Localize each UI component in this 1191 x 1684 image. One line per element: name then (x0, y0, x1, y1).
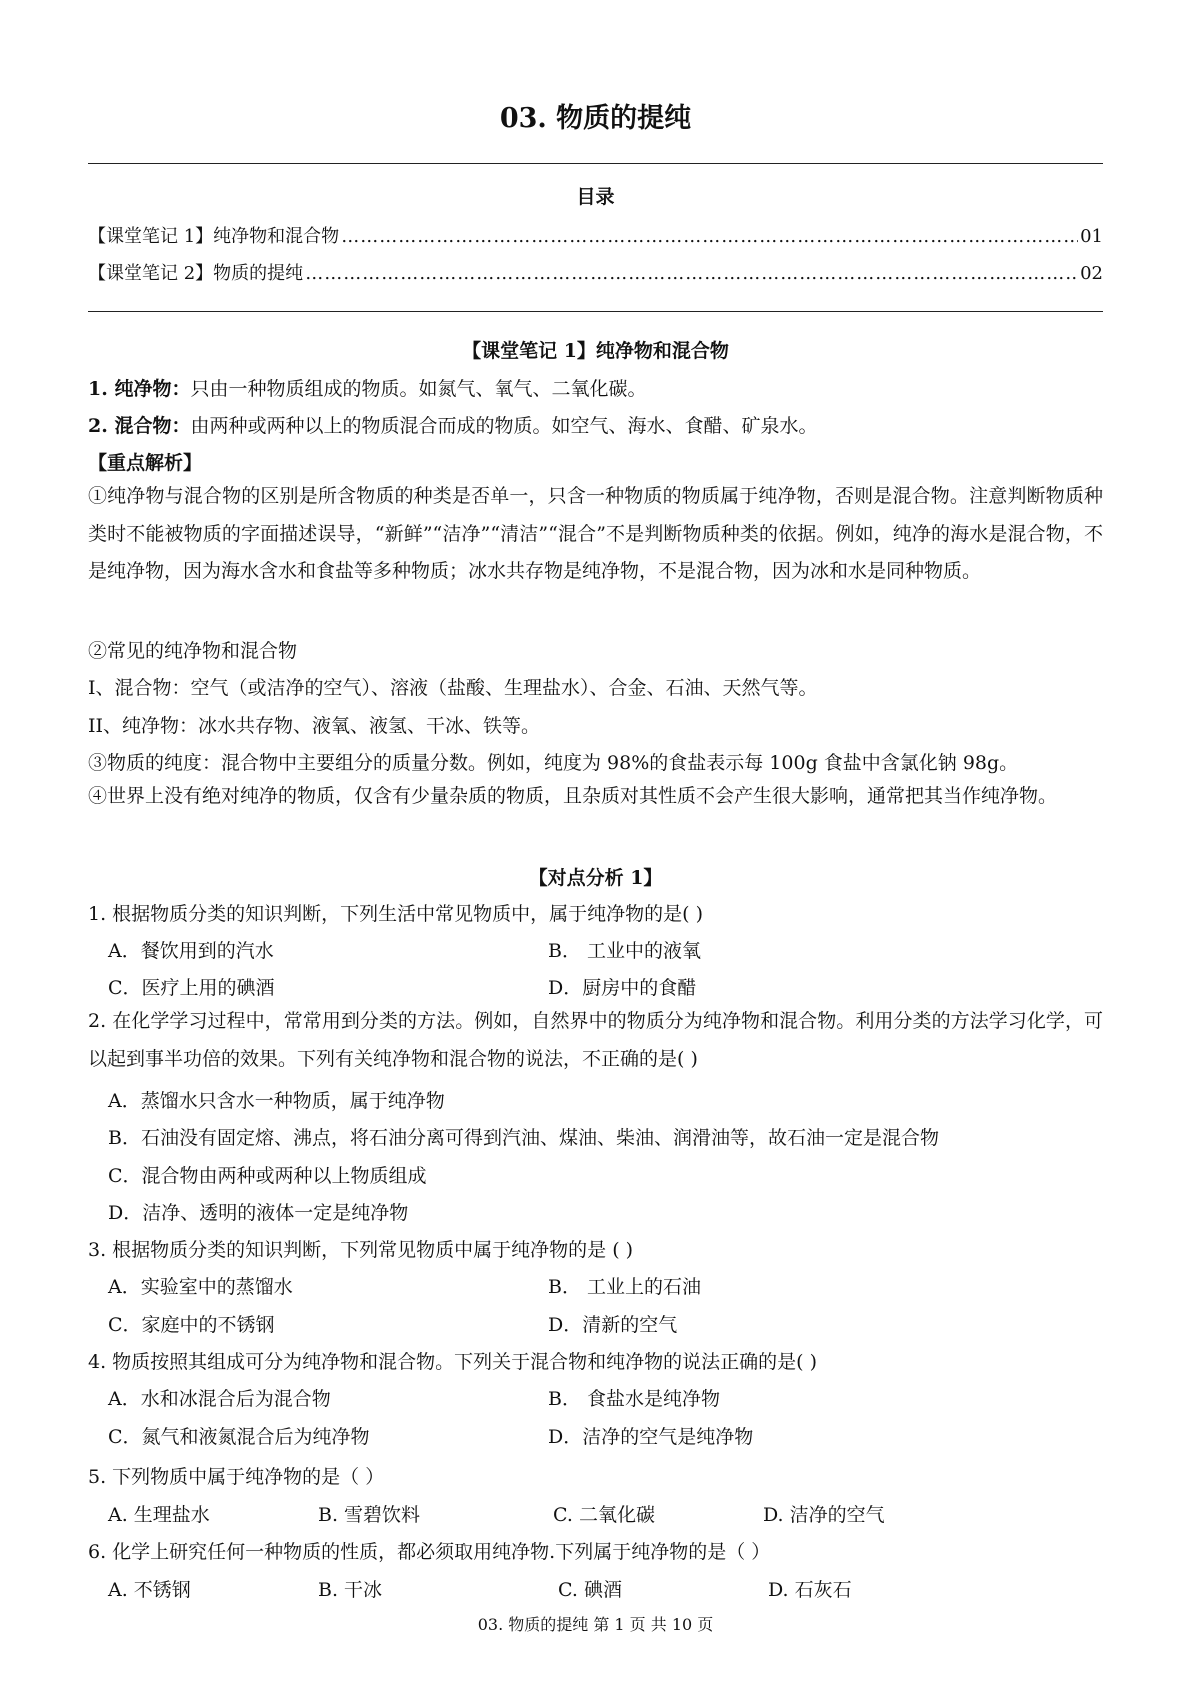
question-5-options (108, 1500, 1103, 1527)
analysis-paragraph-1: ①纯净物与混合物的区别是所含物质的种类是否单一，只含一种物质的物质属于纯净物，否则是混合物。注意判断物质种类时不能被物质的字面描述误导，“新鲜”“洁净”“清洁”“混合”不是判断物质种类的依据。例如，纯净的海水是混合物，不是纯净物，因为海水含水和食盐等多种物质；冰水共存物是纯净物，不是混合物，因为冰和水是同种物质。 (88, 485, 1103, 582)
toc-item-label: 【课堂笔记 2】物质的提纯 (88, 263, 304, 284)
toc-item-label: 【课堂笔记 1】纯净物和混合物 (88, 226, 340, 247)
option-d[interactable]: D. 石灰石 (768, 1579, 852, 1601)
definition-pure (88, 374, 1103, 401)
analysis-paragraph-3: I、混合物：空气（或洁净的空气）、溶液（盐酸、生理盐水）、合金、石油、天然气等。 (88, 677, 818, 699)
document-title: 03. 物质的提纯 (499, 103, 692, 134)
definition-term: 2. 混合物： (88, 415, 191, 437)
option-a[interactable]: A. 生理盐水 (108, 1504, 210, 1526)
option-a[interactable]: A．实验室中的蒸馏水 (108, 1276, 293, 1298)
option-a[interactable]: A．餐饮用到的汽水 (108, 940, 274, 962)
option-b[interactable]: B. 干冰 (318, 1579, 383, 1601)
option-d[interactable]: D．洁净、透明的液体一定是纯净物 (108, 1202, 409, 1224)
question-1-options-row-2 (108, 973, 1103, 1000)
analysis-paragraph-4: II、纯净物：冰水共存物、液氧、液氢、干冰、铁等。 (88, 715, 541, 737)
question-1-options-row-1 (108, 936, 1103, 963)
toc-item-2[interactable] (88, 259, 1103, 285)
question-2-option-b (108, 1123, 1103, 1150)
option-b[interactable]: B． 工业中的液氧 (548, 940, 702, 962)
option-c[interactable]: C．混合物由两种或两种以上物质组成 (108, 1165, 427, 1187)
toc-item-1[interactable] (88, 222, 1103, 248)
question-2-option-a (108, 1086, 1103, 1113)
option-b[interactable]: B．石油没有固定熔、沸点，将石油分离可得到汽油、煤油、柴油、润滑油等，故石油一定是混合物 (108, 1127, 939, 1149)
question-6-options (108, 1575, 1103, 1602)
option-a[interactable]: A. 不锈钢 (108, 1579, 191, 1601)
question-6-stem: 6. 化学上研究任何一种物质的性质，都必须取用纯净物.下列属于纯净物的是（ ） (88, 1541, 771, 1563)
analysis-paragraph-5: ③物质的纯度：混合物中主要组分的质量分数。例如，纯度为 98%的食盐表示每 100g 食盐中含氯化钠 98g。 (88, 752, 1019, 774)
question-3-stem: 3. 根据物质分类的知识判断，下列常见物质中属于纯净物的是 ( ) (88, 1239, 634, 1261)
divider (88, 163, 1103, 164)
toc-leader (305, 263, 1078, 284)
question-2-option-d (108, 1198, 1103, 1225)
option-c[interactable]: C. 二氧化碳 (553, 1504, 655, 1526)
question-4-options-row-2 (108, 1422, 1103, 1449)
option-c[interactable]: C. 碘酒 (558, 1579, 622, 1601)
question-3-options-row-2 (108, 1310, 1103, 1337)
toc-heading: 目录 (576, 186, 615, 208)
option-d[interactable]: D．厨房中的食醋 (548, 977, 697, 999)
analysis-paragraph-2: ②常见的纯净物和混合物 (88, 640, 298, 662)
question-1-stem: 1. 根据物质分类的知识判断，下列生活中常见物质中，属于纯净物的是( ) (88, 903, 704, 925)
analysis-paragraph-6: ④世界上没有绝对纯净的物质，仅含有少量杂质的物质，且杂质对其性质不会产生很大影响，通常把其当作纯净物。 (88, 785, 1058, 807)
question-3-options-row-1 (108, 1272, 1103, 1299)
question-4-stem: 4. 物质按照其组成可分为纯净物和混合物。下列关于混合物和纯净物的说法正确的是( ) (88, 1351, 818, 1373)
section-heading: 【课堂笔记 1】纯净物和混合物 (462, 340, 729, 362)
question-2-option-c (108, 1161, 1103, 1188)
divider (88, 311, 1103, 312)
option-d[interactable]: D．洁净的空气是纯净物 (548, 1426, 754, 1448)
definition-text: 由两种或两种以上的物质混合而成的物质。如空气、海水、食醋、矿泉水。 (190, 415, 818, 437)
question-2-stem: 2. 在化学学习过程中，常常用到分类的方法。例如，自然界中的物质分为纯净物和混合物。利用分类的方法学习化学，可以起到事半功倍的效果。下列有关纯净物和混合物的说法，不正确的是( ) (88, 1010, 1103, 1070)
question-4-options-row-1 (108, 1384, 1103, 1411)
practice-heading: 【对点分析 1】 (528, 867, 663, 889)
option-b[interactable]: B． 工业上的石油 (548, 1276, 702, 1298)
option-b[interactable]: B. 雪碧饮料 (318, 1504, 421, 1526)
toc-leader (341, 226, 1078, 247)
option-d[interactable]: D．清新的空气 (548, 1314, 678, 1336)
analysis-heading: 【重点解析】 (88, 452, 203, 474)
option-a[interactable]: A．蒸馏水只含水一种物质，属于纯净物 (108, 1090, 445, 1112)
definition-mixture (88, 411, 1103, 438)
option-a[interactable]: A．水和冰混合后为混合物 (108, 1388, 331, 1410)
definition-text: 只由一种物质组成的物质。如氮气、氧气、二氧化碳。 (190, 378, 647, 400)
page-footer: 03. 物质的提纯 第 1 页 共 10 页 (477, 1615, 714, 1634)
option-c[interactable]: C．氮气和液氮混合后为纯净物 (108, 1426, 370, 1448)
option-b[interactable]: B． 食盐水是纯净物 (548, 1388, 721, 1410)
toc-item-page: 02 (1080, 263, 1103, 284)
definition-term: 1. 纯净物： (88, 378, 191, 400)
option-d[interactable]: D. 洁净的空气 (763, 1504, 885, 1526)
toc-item-page: 01 (1080, 226, 1103, 247)
option-c[interactable]: C．医疗上用的碘酒 (108, 977, 275, 999)
question-5-stem: 5. 下列物质中属于纯净物的是（ ） (88, 1466, 385, 1488)
option-c[interactable]: C．家庭中的不锈钢 (108, 1314, 275, 1336)
